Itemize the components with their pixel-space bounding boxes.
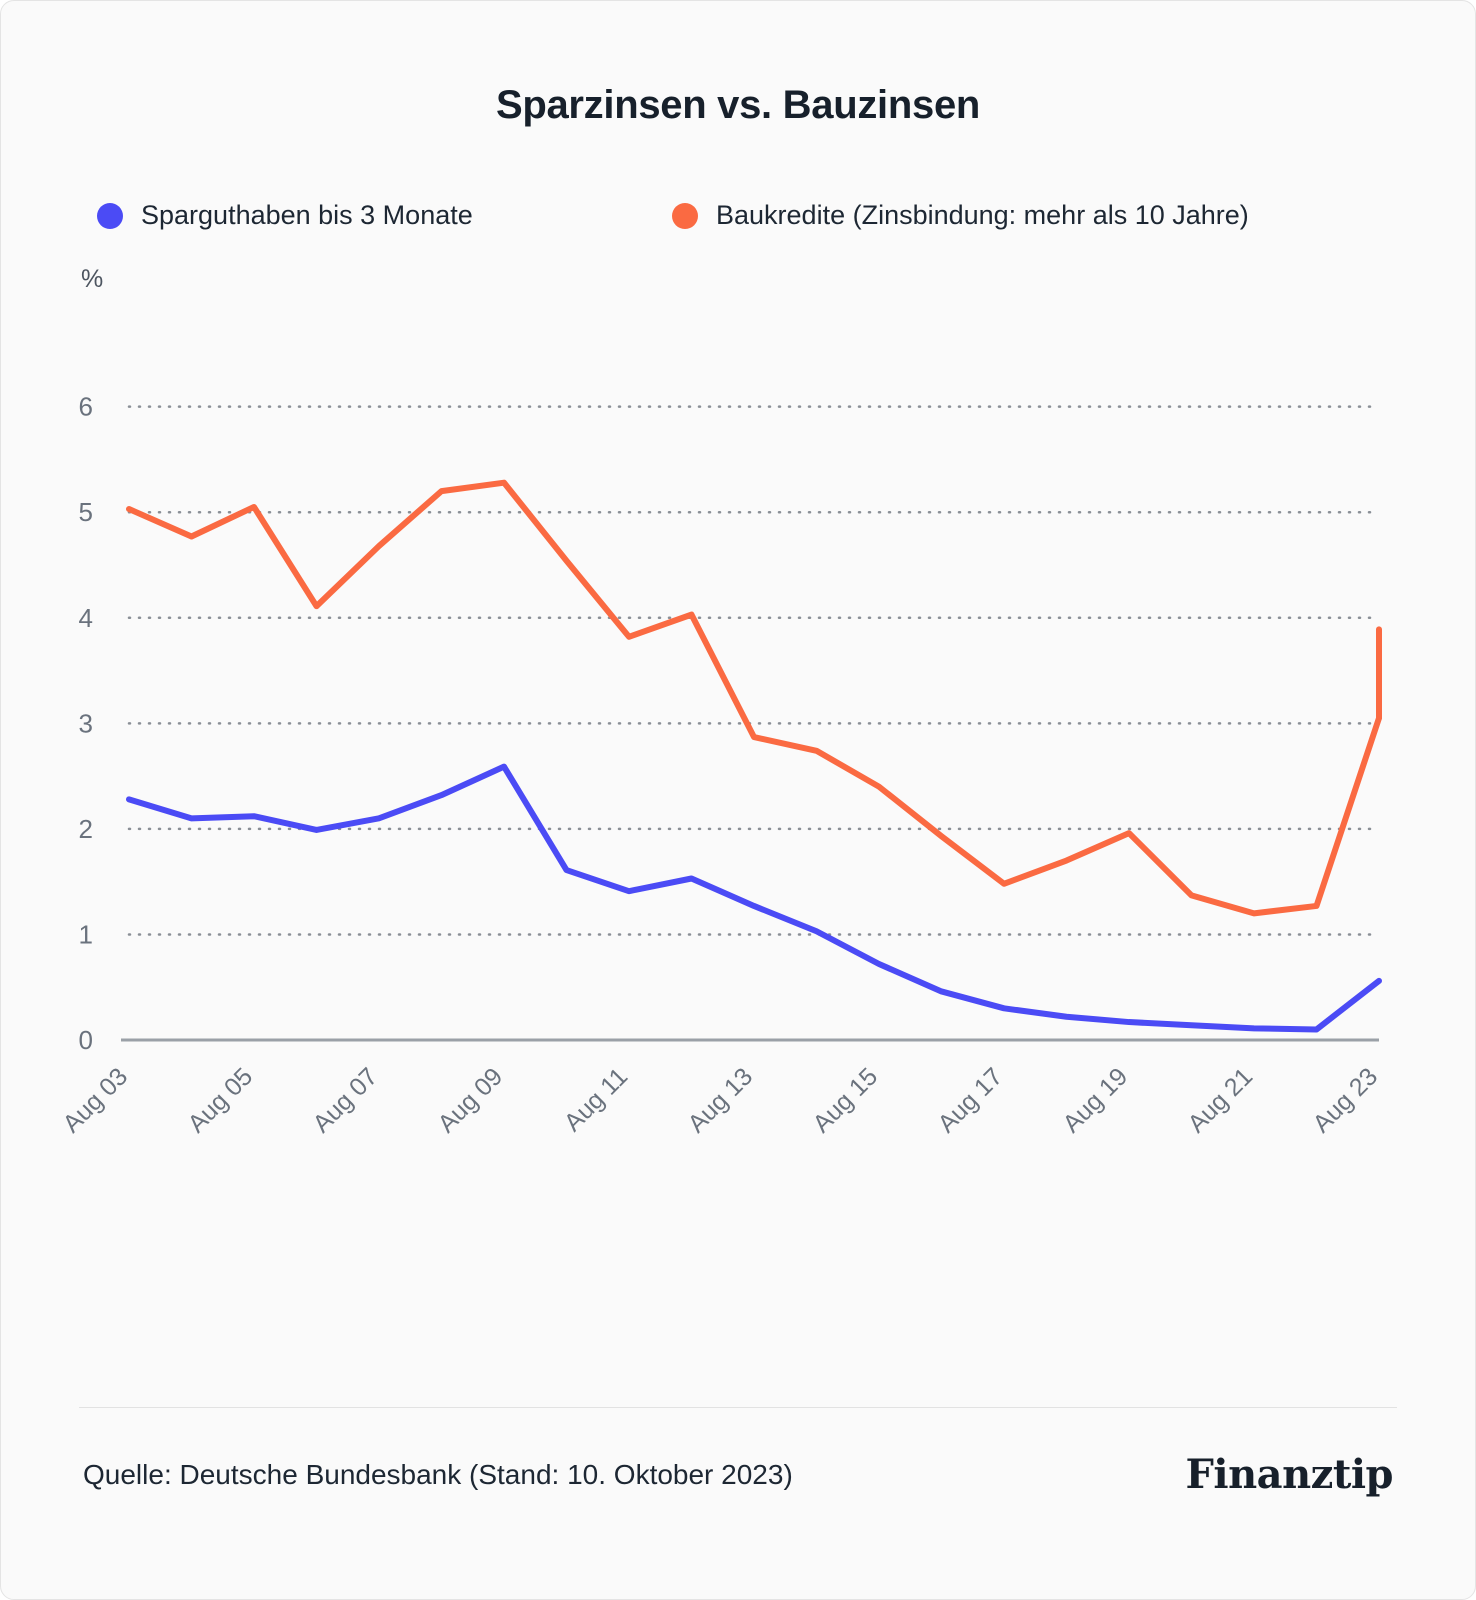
svg-text:3: 3	[78, 708, 93, 739]
svg-text:Aug 19: Aug 19	[1057, 1062, 1134, 1139]
legend-label-baukredite: Baukredite (Zinsbindung: mehr als 10 Jahre)	[716, 200, 1249, 230]
svg-text:4: 4	[78, 602, 93, 633]
chart-legend	[1, 200, 1475, 231]
legend-item-sparguthaben	[97, 200, 672, 231]
svg-text:1: 1	[78, 919, 93, 950]
svg-text:Aug 21: Aug 21	[1182, 1062, 1259, 1139]
source-text: Quelle: Deutsche Bundesbank (Stand: 10. Oktober 2023)	[83, 1458, 793, 1490]
svg-text:Aug 15: Aug 15	[807, 1062, 884, 1139]
svg-text:Aug 09: Aug 09	[432, 1062, 509, 1139]
line-chart-svg	[1, 265, 1476, 1185]
footer-divider	[79, 1407, 1397, 1408]
chart-area	[1, 265, 1476, 1185]
svg-text:Aug 05: Aug 05	[182, 1062, 259, 1139]
svg-text:5: 5	[78, 497, 93, 528]
svg-text:Aug 03: Aug 03	[57, 1062, 134, 1139]
svg-text:Aug 07: Aug 07	[307, 1062, 384, 1139]
svg-text:Aug 23: Aug 23	[1307, 1062, 1384, 1139]
svg-text:6: 6	[78, 391, 93, 422]
svg-text:2: 2	[78, 813, 93, 844]
legend-color-dot-sparguthaben	[97, 203, 123, 229]
svg-text:Aug 17: Aug 17	[932, 1062, 1009, 1139]
chart-footer	[83, 1451, 1393, 1498]
legend-item-baukredite	[672, 200, 1249, 231]
legend-label-sparguthaben: Sparguthaben bis 3 Monate	[141, 200, 473, 230]
brand-logo: Finanztip	[1185, 1451, 1393, 1498]
page-title: Sparzinsen vs. Bauzinsen	[495, 83, 981, 127]
svg-text:Aug 11: Aug 11	[558, 1062, 634, 1137]
y-axis-unit-label: %	[81, 265, 104, 293]
svg-text:Aug 13: Aug 13	[682, 1062, 759, 1139]
legend-color-dot-baukredite	[672, 203, 698, 229]
svg-text:0: 0	[78, 1025, 93, 1055]
